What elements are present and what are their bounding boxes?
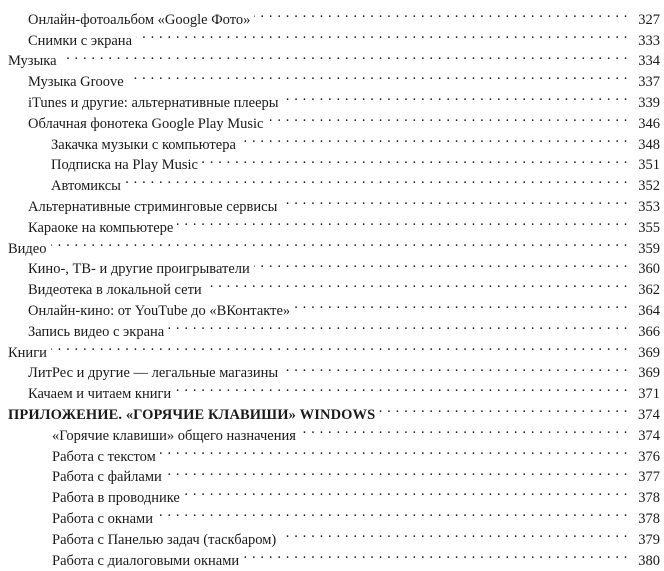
toc-entry-title: Работа с файлами <box>52 469 162 486</box>
toc-entry-title: Качаем и читаем книги <box>28 386 172 403</box>
toc-entry-page: 366 <box>638 323 660 340</box>
toc-entry-page: 376 <box>638 448 660 465</box>
appendix-page: 374 <box>637 406 660 423</box>
toc-entry-page: 379 <box>638 531 660 548</box>
toc-section-page: 359 <box>638 240 660 257</box>
toc-entry-page: 353 <box>638 198 660 215</box>
table-of-contents <box>0 3 664 569</box>
toc-entry-title: Работа в проводнике <box>52 490 180 507</box>
toc-entry-title: Караоке на компьютере <box>28 219 174 236</box>
toc-section-title: Видео <box>8 240 47 257</box>
toc-entry <box>0 3 664 28</box>
toc-entry-page: 327 <box>638 11 660 28</box>
toc-entry-title: «Горячие клавиши» общего назначения <box>52 427 296 444</box>
dot-leader <box>254 3 628 24</box>
dot-leader <box>280 523 628 544</box>
dot-leader <box>254 253 628 274</box>
dot-leader <box>184 481 628 502</box>
toc-subentry-title: Подписка на Play Music <box>51 157 198 174</box>
toc-entry-title: Онлайн-фотоальбом «Google Фото» <box>28 11 251 28</box>
dot-leader <box>294 294 628 315</box>
toc-entry-title: Работа с диалоговыми окнами <box>52 552 240 569</box>
dot-leader <box>166 461 628 482</box>
toc-section-page: 334 <box>638 53 660 70</box>
toc-section <box>0 232 664 257</box>
toc-entry-title: Видеотека в локальной сети <box>28 282 202 299</box>
toc-entry-page: 355 <box>638 219 660 236</box>
toc-section-title: Музыка <box>8 53 57 70</box>
dot-leader <box>379 398 628 419</box>
toc-entry-page: 378 <box>638 510 660 527</box>
dot-leader <box>61 45 628 66</box>
toc-subentry-title: Автомиксы <box>51 178 121 195</box>
toc-entry-page: 339 <box>638 94 660 111</box>
toc-section-title: Книги <box>8 344 47 361</box>
appendix-title: ПРИЛОЖЕНИЕ. «ГОРЯЧИЕ КЛАВИШИ» WINDOWS <box>8 406 376 423</box>
toc-subentry-page: 348 <box>638 136 660 153</box>
toc-entry-page: 378 <box>638 490 660 507</box>
toc-entry-title: iTunes и другие: альтернативные плееры <box>28 94 279 111</box>
toc-entry-page: 380 <box>638 552 660 569</box>
toc-entry-page: 374 <box>638 427 660 444</box>
toc-entry-page: 333 <box>638 32 660 49</box>
toc-entry-title: Запись видео с экрана <box>28 323 165 340</box>
toc-entry-page: 362 <box>638 282 660 299</box>
dot-leader <box>128 65 628 86</box>
toc-subentry-page: 352 <box>638 178 660 195</box>
toc-entry-title: Музыка Groove <box>28 74 124 91</box>
dot-leader <box>136 24 628 45</box>
dot-leader <box>202 149 628 170</box>
dot-leader <box>175 377 628 398</box>
toc-entry <box>0 65 664 91</box>
toc-entry-page: 337 <box>638 74 660 91</box>
toc-entry-title: Работа с окнами <box>52 510 153 527</box>
dot-leader <box>157 502 628 523</box>
toc-section <box>0 336 664 361</box>
toc-entry-page: 377 <box>638 469 660 486</box>
dot-leader <box>177 211 628 232</box>
toc-entry-page: 364 <box>638 302 660 319</box>
dot-leader <box>267 107 628 128</box>
dot-leader <box>125 169 628 190</box>
toc-entry-title: Работа с Панелью задач (таскбаром) <box>52 531 277 548</box>
toc-entry-title: Снимки с экрана <box>28 32 133 49</box>
dot-leader <box>243 544 628 565</box>
toc-entry-page: 360 <box>638 261 660 278</box>
toc-entry-page: 346 <box>638 115 660 132</box>
toc-entry-title: Облачная фонотека Google Play Music <box>28 115 264 132</box>
toc-subentry-title: Закачка музыки с компьютера <box>51 136 236 153</box>
dot-leader <box>281 190 628 211</box>
toc-section-page: 369 <box>638 344 660 361</box>
dot-leader <box>282 357 628 378</box>
dot-leader <box>160 440 628 461</box>
toc-subentry-page: 351 <box>638 157 660 174</box>
dot-leader <box>206 273 628 294</box>
dot-leader <box>300 419 628 440</box>
toc-entry <box>0 253 664 278</box>
toc-entry <box>0 357 664 382</box>
dot-leader <box>51 336 628 357</box>
toc-entry-page: 369 <box>638 365 660 382</box>
dot-leader <box>51 232 629 253</box>
toc-entry-page: 371 <box>638 386 660 403</box>
toc-entry-title: Работа с текстом <box>52 448 156 465</box>
toc-entry-title: Онлайн-кино: от YouTube до «ВКонтакте» <box>28 302 291 319</box>
dot-leader <box>283 86 628 107</box>
toc-entry-title: Альтернативные стриминговые сервисы <box>28 198 278 215</box>
dot-leader <box>168 315 628 336</box>
toc-entry-title: Кино-, ТВ- и другие проигрыватели <box>28 261 250 278</box>
toc-section <box>0 45 664 70</box>
dot-leader <box>240 128 628 149</box>
toc-entry-title: ЛитРес и другие — легальные магазины <box>28 365 279 382</box>
